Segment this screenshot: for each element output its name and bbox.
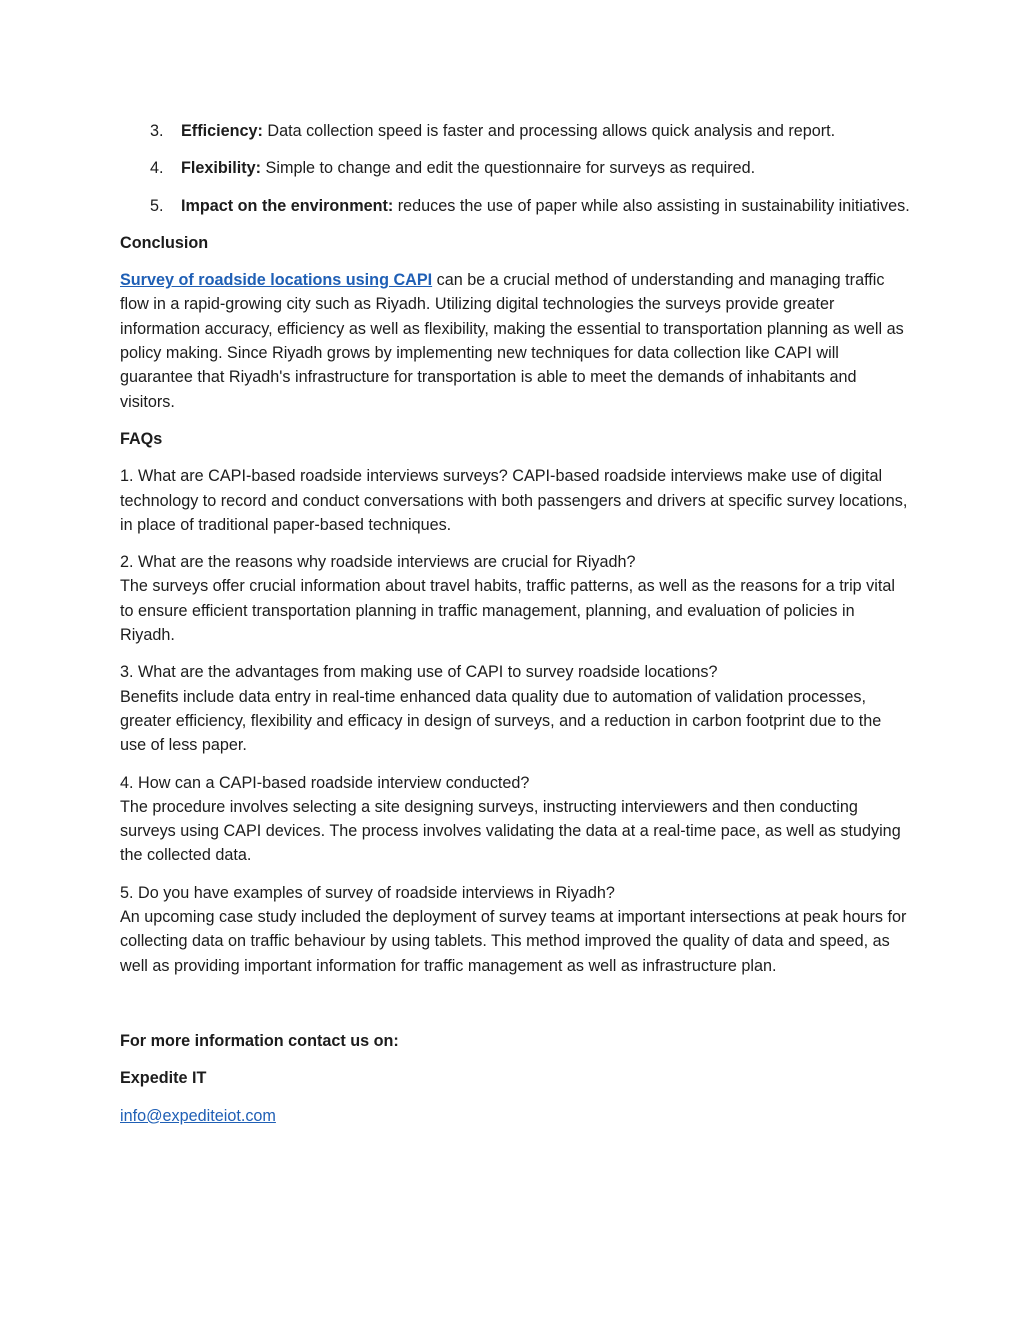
faq-item xyxy=(120,550,910,647)
benefit-text: Data collection speed is faster and processing allows quick analysis and report. xyxy=(262,122,836,140)
benefits-list xyxy=(120,119,910,218)
faq-item xyxy=(120,771,910,868)
faq-answer: Benefits include data entry in real-time enhanced data quality due to automation of validation processes, greater efficiency, flexibility and efficacy in design of surveys, and a reduction in carbon footprint due to the use of less paper. xyxy=(120,687,882,755)
benefit-title: Flexibility: xyxy=(181,159,262,178)
survey-capi-link[interactable]: Survey of roadside locations using CAPI xyxy=(120,271,433,290)
faq-item xyxy=(120,660,910,757)
benefit-item xyxy=(120,194,910,218)
benefit-number: 5. xyxy=(150,196,164,215)
email-link[interactable]: info@expediteiot.com xyxy=(120,1106,276,1125)
faq-question: 2. What are the reasons why roadside interviews are crucial for Riyadh? xyxy=(120,553,636,572)
benefit-text: Simple to change and edit the questionnaire for surveys as required. xyxy=(261,159,756,178)
faq-question: 4. How can a CAPI-based roadside interview conducted? xyxy=(120,773,530,792)
faq-item xyxy=(120,881,910,978)
benefit-item xyxy=(120,119,910,143)
contact-heading: For more information contact us on: xyxy=(120,1031,399,1050)
conclusion-heading: Conclusion xyxy=(120,233,209,252)
benefit-number: 3. xyxy=(150,122,164,140)
email-line xyxy=(120,1104,910,1128)
conclusion-body: can be a crucial method of understanding and managing traffic flow in a rapid-growing city such as Riyadh. Utilizing digital technologies the surveys provide greater information accuracy, efficiency as well as flexibility, making the essential to transportation planning as well as policy making. Since Riyadh grows by implementing new techniques for data collection like CAPI will guarantee that Riyadh's infrastructure for transportation is able to meet the demands of inhabitants and visitors. xyxy=(120,271,904,411)
faq-answer: The procedure involves selecting a site designing surveys, instructing interviewers and then conducting surveys using CAPI devices. The process involves validating the data at a real-time pace, as well as studying the collected data. xyxy=(120,797,901,865)
benefit-number: 4. xyxy=(150,159,164,178)
company-name: Expedite IT xyxy=(120,1069,207,1088)
faq-answer: The surveys offer crucial information about travel habits, traffic patterns, as well as the reasons for a trip vital to ensure efficient transportation planning in traffic management, planning, and evaluation of policies in Riyadh. xyxy=(120,577,895,645)
benefit-title: Efficiency: xyxy=(181,122,263,140)
faq-answer: An upcoming case study included the deployment of survey teams at important intersections at peak hours for collecting data on traffic behaviour by using tablets. This method improved the quality of data and speed, as well as providing important information for traffic management as well as infrastructure plan. xyxy=(120,908,907,975)
page-content xyxy=(120,119,910,1141)
blank-space xyxy=(120,991,910,1029)
faqs-heading: FAQs xyxy=(120,429,163,448)
faq-question: 5. Do you have examples of survey of roadside interviews in Riyadh? xyxy=(120,883,615,902)
benefit-text: reduces the use of paper while also assisting in sustainability initiatives. xyxy=(393,196,910,215)
benefit-title: Impact on the environment: xyxy=(181,196,394,215)
conclusion-paragraph xyxy=(120,268,910,414)
faq-question: 3. What are the advantages from making use of CAPI to survey roadside locations? xyxy=(120,663,718,682)
faq-question: 1. What are CAPI-based roadside interviews surveys? CAPI-based roadside interviews make use of digital technology to record and conduct conversations with both passengers and drivers at specific survey locations, in place of traditional paper-based techniques. xyxy=(120,467,908,534)
faq-item xyxy=(120,464,910,537)
benefit-item xyxy=(120,156,910,180)
